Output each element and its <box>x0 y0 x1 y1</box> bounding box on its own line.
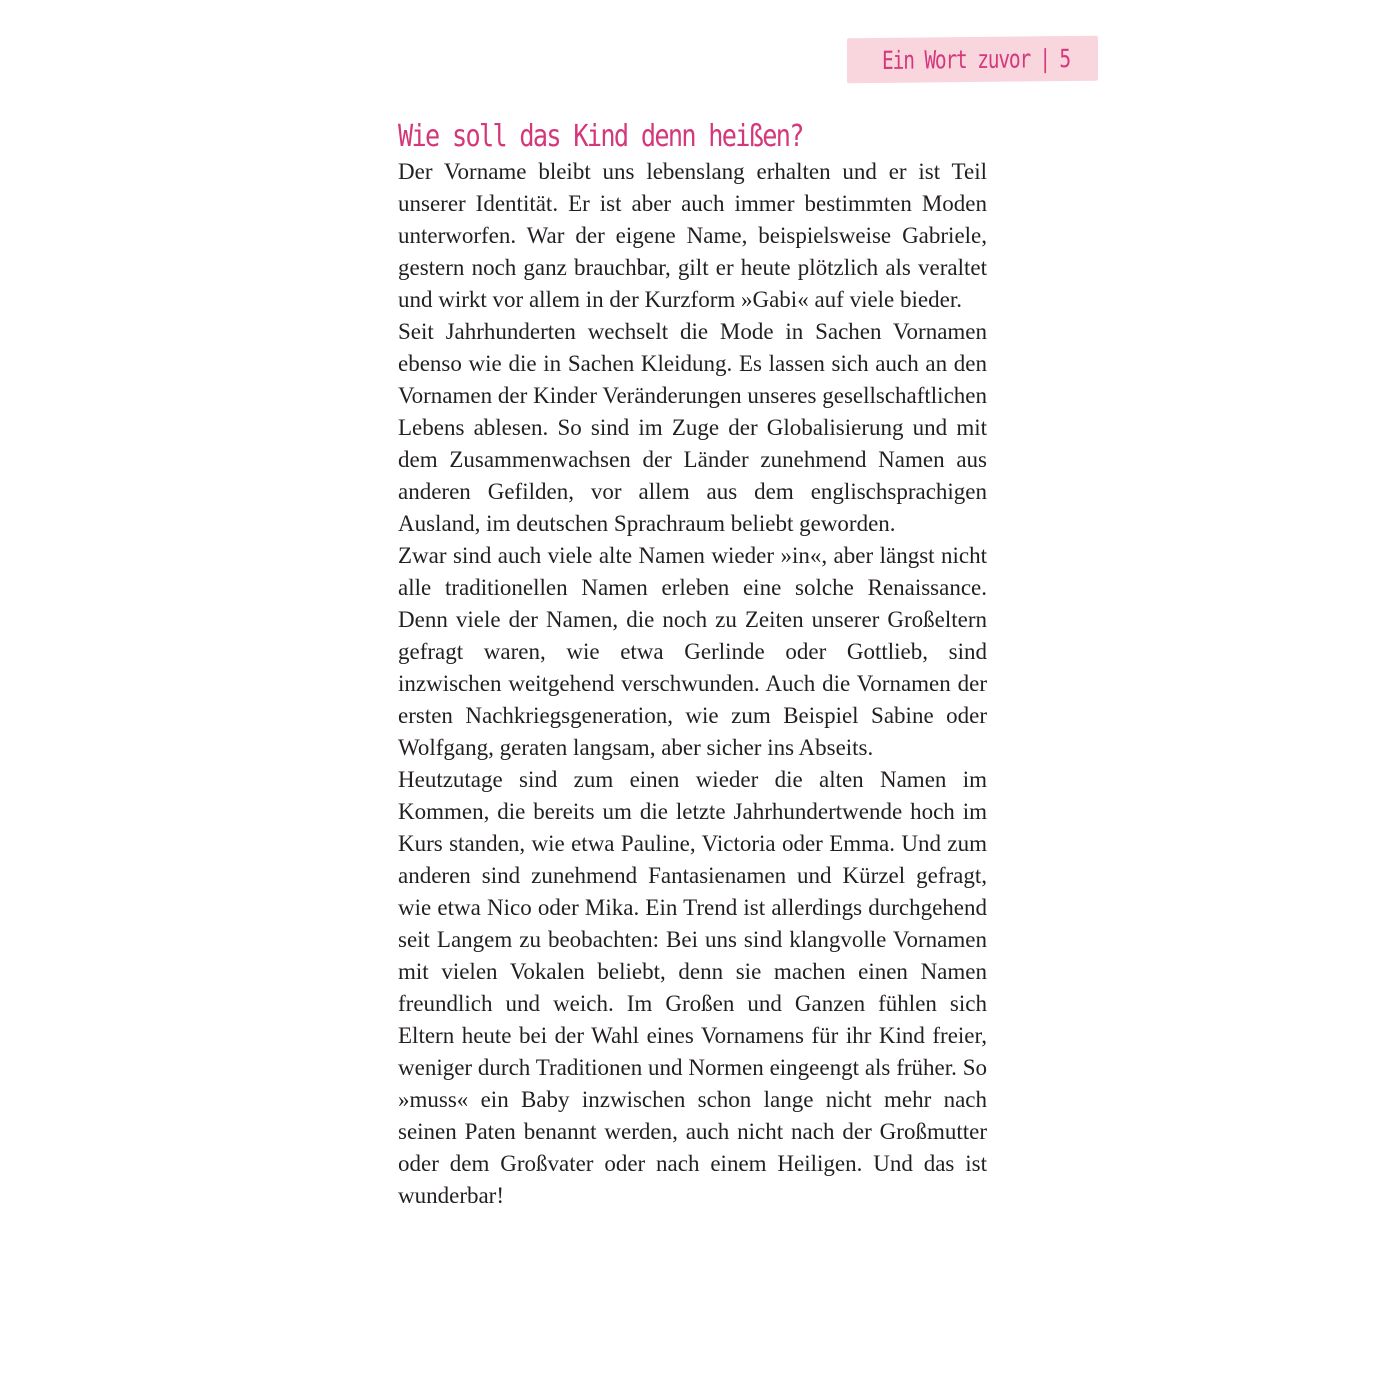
page-header-tab <box>847 36 1098 84</box>
section-title: Ein Wort zuvor <box>882 44 1031 75</box>
paragraph-4: Heutzutage sind zum einen wieder die alten Namen im Kommen, die bereits um die letzte Jahrhundertwende hoch im Kurs standen, wie etwa Pauline, Victoria oder Emma. Und zum anderen sind zunehmend Fantasienamen und Kürzel gefragt, wie etwa Nico oder Mika. Ein Trend ist allerdings durchgehend seit Langem zu beobachten: Bei uns sind klangvolle Vornamen mit vielen Vokalen beliebt, denn sie machen einen Namen freundlich und weich. Im Großen und Ganzen fühlen sich Eltern heute bei der Wahl eines Vornamens für ihr Kind freier, weniger durch Traditionen und Normen eingeengt als früher. So »muss« ein Baby inzwischen schon lange nicht mehr nach seinen Paten benannt werden, auch nicht nach der Großmutter oder dem Großvater oder nach einem Heiligen. Und das ist wunderbar! <box>398 767 987 1208</box>
paragraph-2: Seit Jahrhunderten wechselt die Mode in Sachen Vornamen ebenso wie die in Sachen Kleidung. Es lassen sich auch an den Vornamen der Kinder Veränderungen unseres gesellschaftlichen Lebens ablesen. So sind im Zuge der Globalisierung und mit dem Zusammenwachsen der Länder zunehmend Namen aus anderen Gefilden, vor allem aus dem englischsprachigen Ausland, im deutschen Sprachraum beliebt geworden. <box>398 319 987 536</box>
page-number: 5 <box>1059 43 1070 74</box>
article-heading: Wie soll das Kind denn heißen? <box>398 119 803 154</box>
header-separator: | <box>1039 44 1050 74</box>
paragraph-1: Der Vorname bleibt uns lebenslang erhalten und er ist Teil unserer Identität. Er ist aber auch immer bestimmten Moden unterworfen. War der eigene Name, beispielsweise Gabriele, gestern noch ganz brauchbar, gilt er heute plötzlich als veraltet und wirkt vor allem in der Kurzform »Gabi« auf viele bieder. <box>398 159 987 312</box>
paragraph-3: Zwar sind auch viele alte Namen wieder »in«, aber längst nicht alle traditionellen Namen erleben eine solche Renaissance. Denn viele der Namen, die noch zu Zeiten unserer Großeltern gefragt waren, wie etwa Gerlinde oder Gottlieb, sind inzwischen weitgehend verschwunden. Auch die Vornamen der ersten Nachkriegsgeneration, wie zum Beispiel Sabine oder Wolfgang, geraten langsam, aber sicher ins Abseits. <box>398 543 987 760</box>
article-body <box>398 118 987 1212</box>
running-header <box>882 36 1098 83</box>
